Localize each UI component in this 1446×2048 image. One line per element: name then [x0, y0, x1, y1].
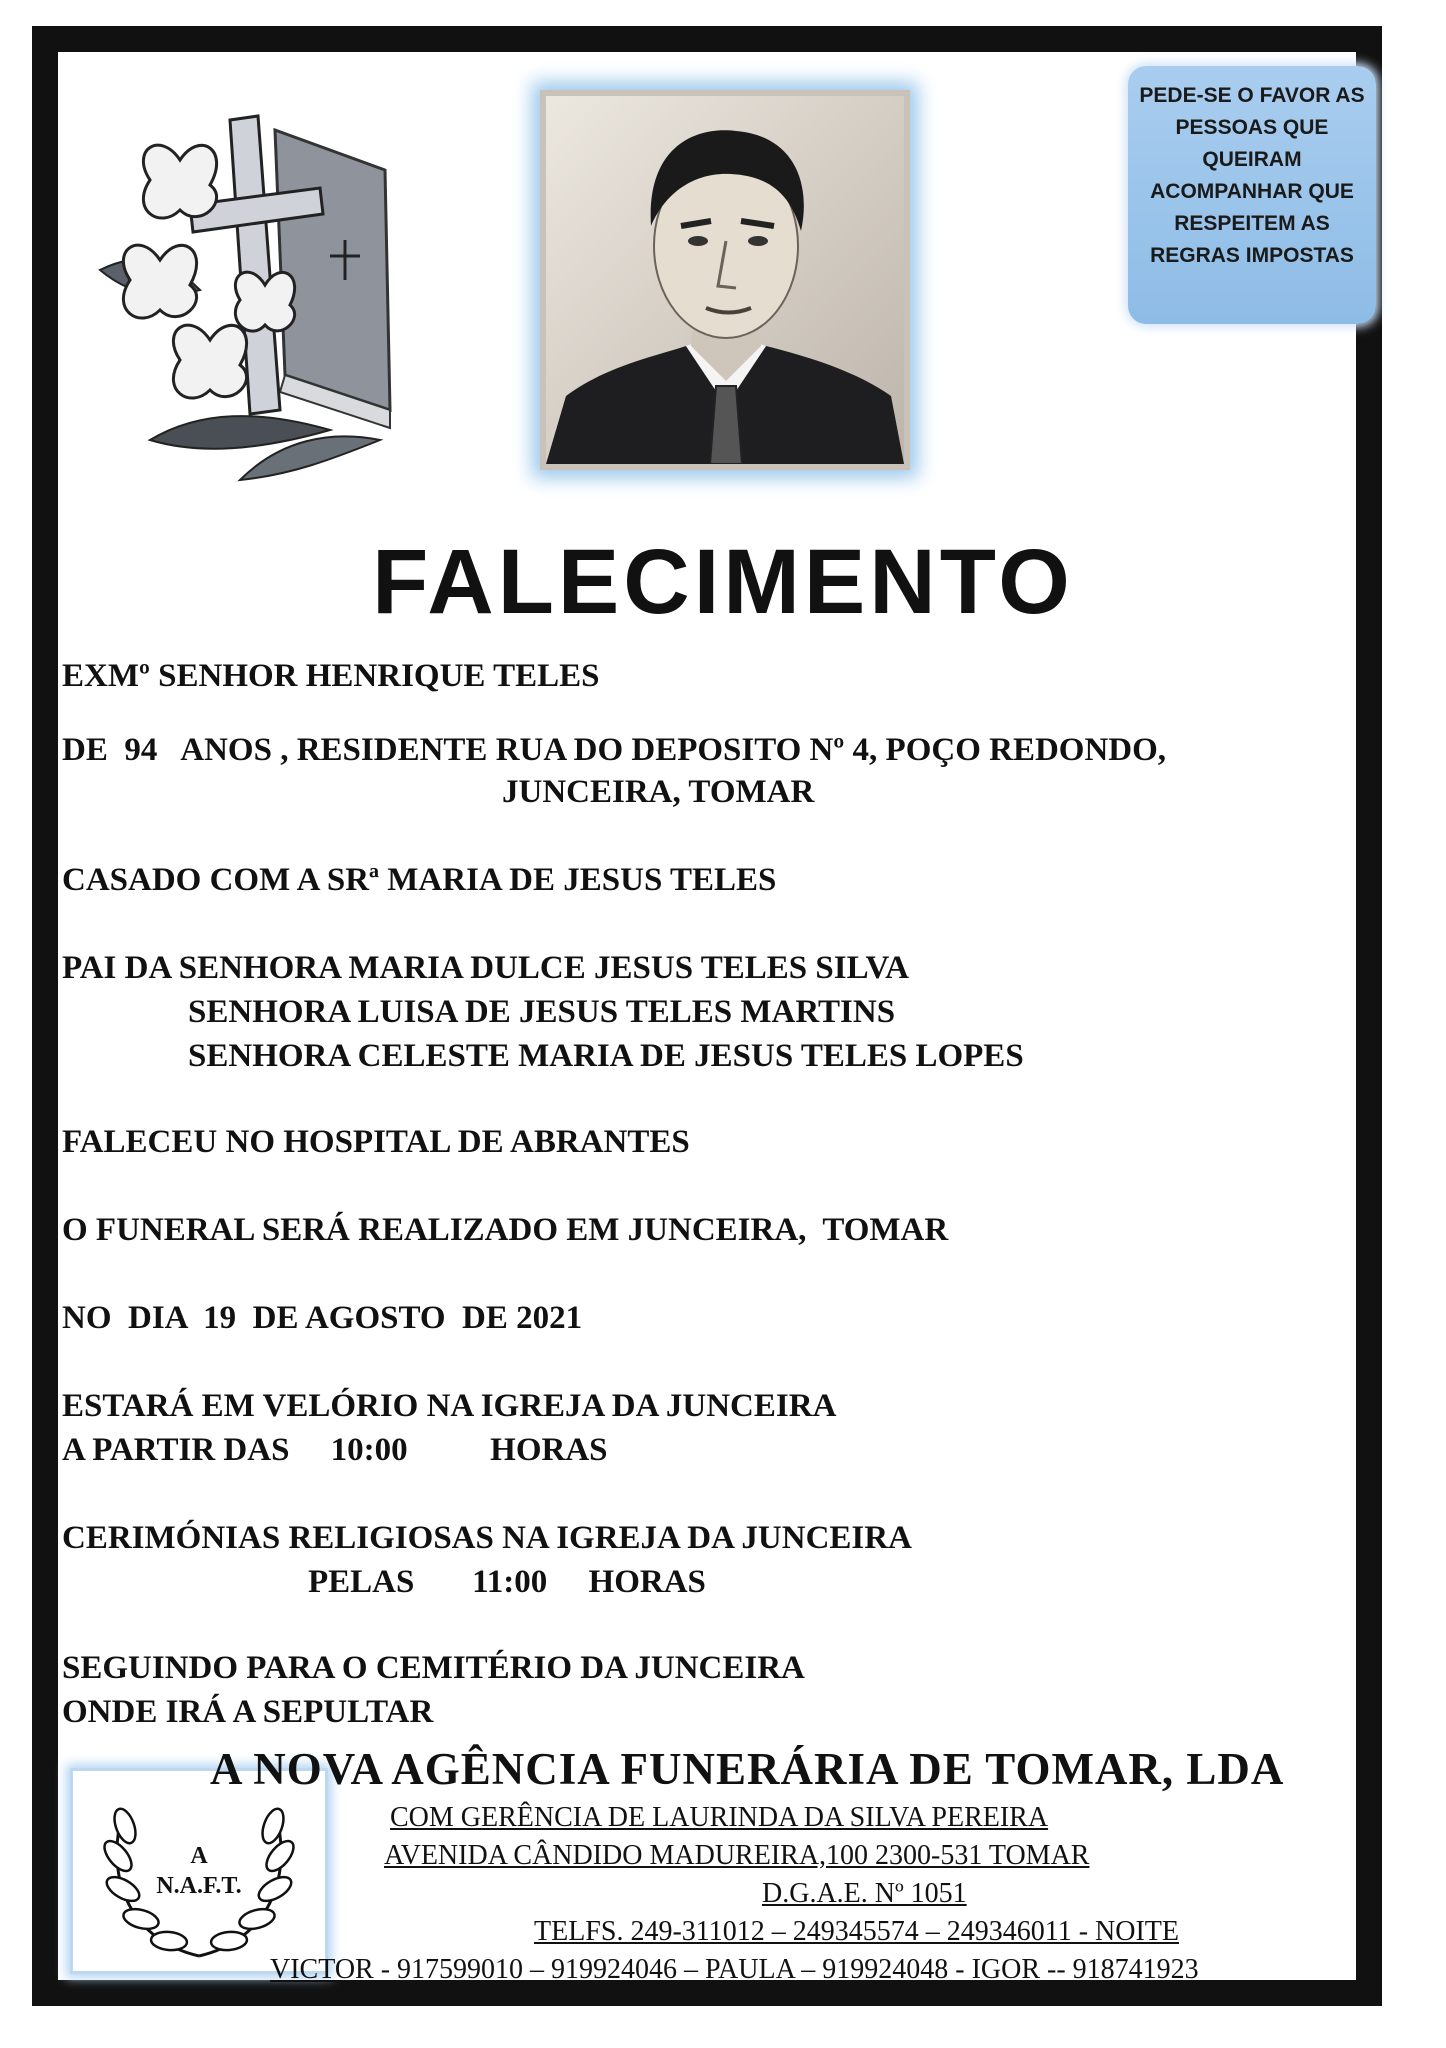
wake-place: ESTARÁ EM VELÓRIO NA IGREJA DA JUNCEIRA	[62, 1388, 837, 1424]
company-logo	[70, 1768, 328, 1974]
company-phones: TELFS. 249-311012 – 249345574 – 249346011 - NOITE	[534, 1916, 1179, 1947]
notice-line: PEDE-SE O FAVOR AS	[1139, 84, 1365, 107]
portrait-photo	[540, 90, 910, 470]
age-residence: DE 94 ANOS , RESIDENTE RUA DO DEPOSITO Nº 4, POÇO REDONDO,	[62, 732, 1167, 768]
wake-time: A PARTIR DAS 10:00 HORAS	[62, 1432, 608, 1468]
company-license: D.G.A.E. Nº 1051	[762, 1878, 967, 1909]
funeral-date: NO DIA 19 DE AGOSTO DE 2021	[62, 1300, 583, 1336]
notice-line: REGRAS IMPOSTAS	[1150, 244, 1354, 267]
portrait-figure-icon	[546, 96, 904, 464]
covid-notice-box	[1128, 66, 1376, 324]
notice-line: PESSOAS QUE	[1175, 116, 1329, 139]
notice-text	[1128, 80, 1376, 272]
page-title: FALECIMENTO	[372, 531, 1074, 633]
logo-letter: A	[190, 1843, 208, 1869]
ceremony-time: PELAS 11:00 HORAS	[308, 1564, 706, 1600]
logo-initials: N.A.F.T.	[156, 1873, 242, 1899]
funeral-place: O FUNERAL SERÁ REALIZADO EM JUNCEIRA, TOMAR	[62, 1212, 949, 1248]
death-place: FALECEU NO HOSPITAL DE ABRANTES	[62, 1124, 690, 1160]
burial-line: ONDE IRÁ A SEPULTAR	[62, 1694, 434, 1730]
ceremony-place: CERIMÓNIAS RELIGIOSAS NA IGREJA DA JUNCEIRA	[62, 1520, 912, 1556]
residence-locality: JUNCEIRA, TOMAR	[502, 774, 815, 810]
company-address: AVENIDA CÂNDIDO MADUREIRA,100 2300-531 TOMAR	[384, 1840, 1090, 1871]
laurel-wreath-icon	[73, 1771, 325, 1971]
cemetery-line: SEGUINDO PARA O CEMITÉRIO DA JUNCEIRA	[62, 1650, 805, 1686]
company-night-contacts: VICTOR - 917599010 – 919924046 – PAULA – 919924048 - IGOR -- 918741923	[270, 1954, 1199, 1985]
children-line-3: SENHORA CELESTE MARIA DE JESUS TELES LOPES	[188, 1038, 1024, 1074]
notice-line: RESPEITEM AS	[1174, 212, 1330, 235]
company-name: A NOVA AGÊNCIA FUNERÁRIA DE TOMAR, LDA	[210, 1744, 1285, 1794]
notice-line: ACOMPANHAR QUE	[1150, 180, 1354, 203]
deceased-name: EXMº SENHOR HENRIQUE TELES	[62, 658, 600, 694]
children-line-2: SENHORA LUISA DE JESUS TELES MARTINS	[188, 994, 896, 1030]
company-management: COM GERÊNCIA DE LAURINDA DA SILVA PEREIRA	[390, 1802, 1049, 1833]
notice-line: QUEIRAM	[1202, 148, 1302, 171]
spouse-line: CASADO COM A SRª MARIA DE JESUS TELES	[62, 862, 777, 898]
cross-lilies-emblem-icon	[90, 110, 430, 500]
children-line-1: PAI DA SENHORA MARIA DULCE JESUS TELES SILVA	[62, 950, 909, 986]
